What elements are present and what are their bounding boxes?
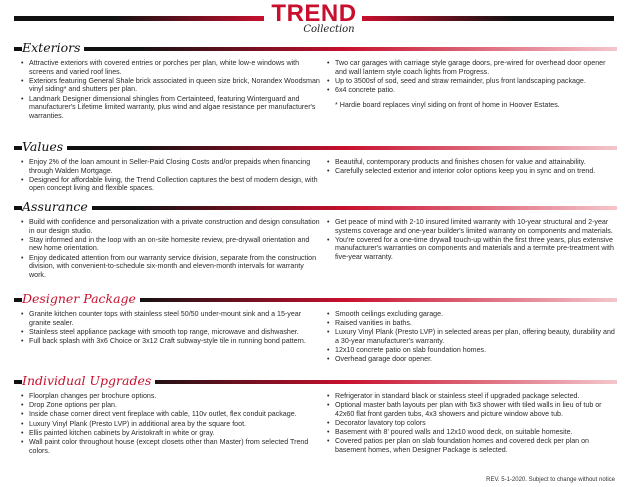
list-item: • 6x4 concrete patio.	[326, 86, 617, 95]
section-title: Values	[22, 139, 67, 154]
list-item: • Full back splash with 3x6 Choice or 3x12 Craft subway-style tile in running bond pattern.	[20, 337, 320, 346]
list-item: • Drop Zone options per plan.	[20, 401, 320, 410]
list-item: • Raised vanities in baths.	[326, 319, 617, 328]
list-item: • You're covered for a one-time drywall touch-up within the first three years, plus extensive manufacturer's warranties on components and materials and a termite pre-treatment with five-year warranty.	[326, 236, 617, 262]
left-column	[14, 158, 320, 194]
header-rule-right	[362, 16, 614, 21]
list-item: • Enjoy 2% of the loan amount in Seller-Paid Closing Costs and/or prepaids when financing through Walden Mortgage.	[20, 158, 320, 175]
list-item: • Stainless steel appliance package with smooth top range, microwave and dishwasher.	[20, 328, 320, 337]
section-title: Exteriors	[22, 40, 84, 55]
section-assurance	[14, 199, 617, 280]
list-item: • Carefully selected exterior and interior color options keep you in sync and on trend.	[326, 167, 617, 176]
section-rule	[14, 206, 617, 210]
list-item: • Overhead garage door opener.	[326, 355, 617, 364]
list-item: • Refrigerator in standard black or stainless steel if upgraded package selected.	[326, 392, 617, 401]
left-column	[14, 218, 320, 280]
section-individual-upgrades	[14, 373, 617, 456]
list-item: • Inside chase corner direct vent fireplace with cable, 110v outlet, flex conduit package.	[20, 410, 320, 419]
list-item: • Luxury Vinyl Plank (Presto LVP) in selected areas per plan, offering beauty, durability and a 30-year manufacturer's warranty.	[326, 328, 617, 345]
right-column	[320, 310, 617, 365]
list-item: • Covered patios per plan on slab foundation homes and covered deck per plan on basement homes, when Designer Package is selected.	[326, 437, 617, 454]
section-exteriors	[14, 40, 617, 121]
section-heading	[14, 291, 617, 309]
header-rule-left	[14, 16, 264, 21]
section-designer-package	[14, 291, 617, 365]
list-item: • Smooth ceilings excluding garage.	[326, 310, 617, 319]
right-column	[320, 59, 617, 121]
revision-footer: REV. 5-1-2020. Subject to change without notice	[486, 477, 615, 483]
section-rule	[14, 146, 617, 150]
list-item: • Exteriors featuring General Shale brick associated in queen size brick, Norandex Woodsman vinyl siding* and shutters per plan.	[20, 77, 320, 94]
logo-sub-text: Collection	[303, 24, 355, 35]
list-item: • Get peace of mind with 2-10 insured limited warranty with 10-year structural and 2-year systems coverage and one-year builder's limited warranty on components and materials.	[326, 218, 617, 235]
list-item: • Build with confidence and personalization with a private construction and design consultation in our design studio.	[20, 218, 320, 235]
list-item: • Basement with 8' poured walls and 12x10 wood deck, on suitable homesite.	[326, 428, 617, 437]
list-item: • Ellis painted kitchen cabinets by Aristokraft in white or gray.	[20, 429, 320, 438]
trend-collection-logo	[268, 2, 360, 42]
list-item: • Up to 3500sf of sod, seed and straw remainder, plus front landscaping package.	[326, 77, 617, 86]
list-item: • Attractive exteriors with covered entries or porches per plan, white low-e windows with screens and varied roof lines.	[20, 59, 320, 76]
list-item: • 12x10 concrete patio on slab foundation homes.	[326, 346, 617, 355]
list-item: • Stay informed and in the loop with an on-site homesite review, pre-drywall orientation and new home orientation.	[20, 236, 320, 253]
list-item: • Decorator lavatory top colors	[326, 419, 617, 428]
section-heading	[14, 40, 617, 58]
section-heading	[14, 199, 617, 217]
section-heading	[14, 373, 617, 391]
list-item: • Floorplan changes per brochure options.	[20, 392, 320, 401]
section-title: Individual Upgrades	[22, 373, 155, 388]
list-item: • Designed for affordable living, the Trend Collection captures the best of modern design, with open concept living and flexible spaces.	[20, 176, 320, 193]
left-column	[14, 392, 320, 456]
list-item: • Luxury Vinyl Plank (Presto LVP) in additional area by the square foot.	[20, 420, 320, 429]
section-rule	[14, 47, 617, 51]
page-header	[0, 0, 627, 42]
list-item: • Landmark Designer dimensional shingles from Certainteed, featuring Winterguard and manufacturer's Lifetime limited warranty, plus wind and algae resistance per manufacturer's warranties.	[20, 95, 320, 121]
list-item: • Enjoy dedicated attention from our warranty service division, separate from the construction division, with convenient-to-schedule six-month and eleven-month intervals for warranty work.	[20, 254, 320, 280]
siding-footnote: * Hardie board replaces vinyl siding on front of home in Hoover Estates.	[335, 100, 560, 109]
list-item: • Two car garages with carriage style garage doors, pre-wired for overhead door opener and wall lantern style coach lights from Progress.	[326, 59, 617, 76]
section-values	[14, 139, 617, 194]
right-column	[320, 218, 617, 280]
list-item: • Granite kitchen counter tops with stainless steel 50/50 under-mount sink and a 15-year granite sealer.	[20, 310, 320, 327]
list-item: • Optional master bath layouts per plan with 5x3 shower with tiled walls in lieu of tub or 42x60 flat front garden tubs, 4x3 showers and picture window above tub.	[326, 401, 617, 418]
right-column	[320, 158, 617, 194]
section-title: Assurance	[22, 199, 92, 214]
logo-main-text: TREND	[271, 0, 357, 27]
section-heading	[14, 139, 617, 157]
list-item: • Beautiful, contemporary products and finishes chosen for value and attainability.	[326, 158, 617, 167]
left-column	[14, 310, 320, 365]
left-column	[14, 59, 320, 121]
list-item: • Wall paint color throughout house (except closets other than Master) from selected Trend colors.	[20, 438, 320, 455]
right-column	[320, 392, 617, 456]
section-title: Designer Package	[22, 291, 140, 306]
